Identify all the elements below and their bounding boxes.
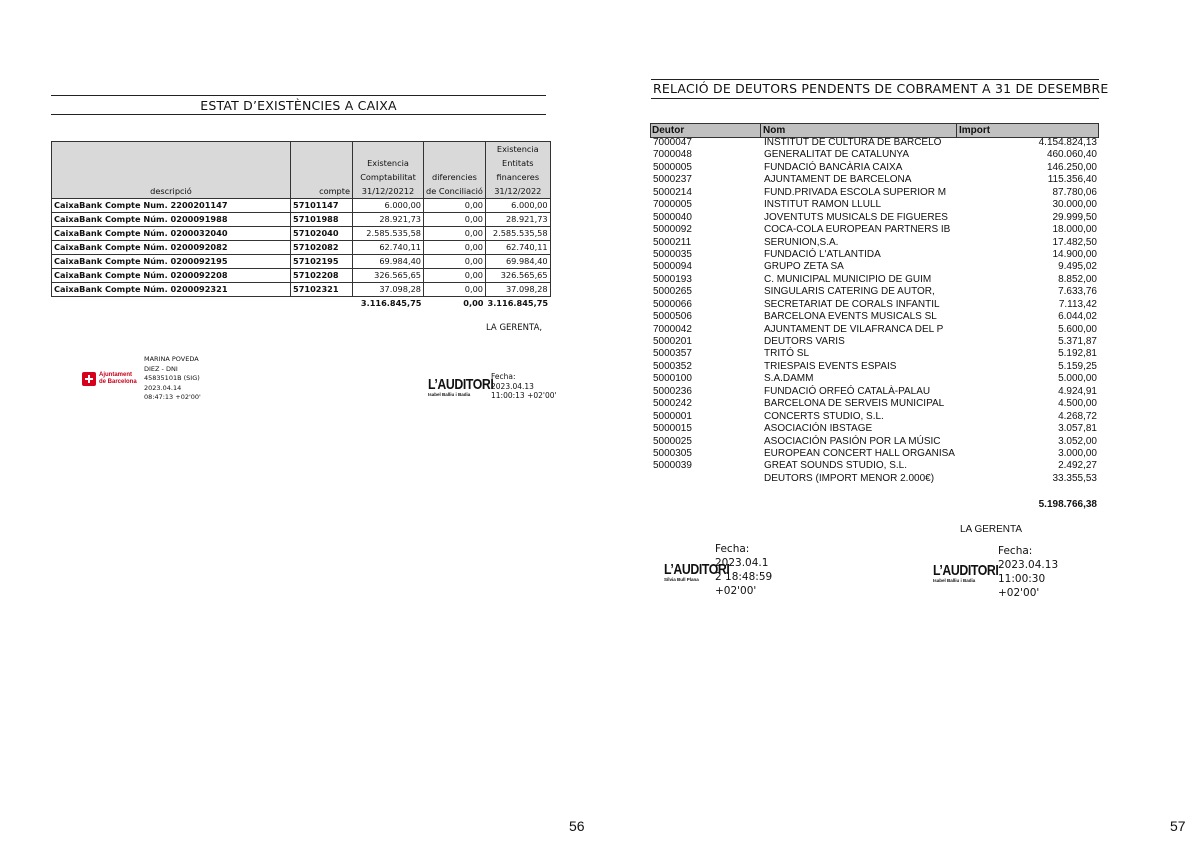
digital-signature-right: Fecha: 2023.04.13 11:00:30 +02'00' <box>998 545 1059 599</box>
table-row: 5000094 GRUPO ZETA SA 9.495,02 <box>653 261 1097 273</box>
ajuntament-emblem-icon <box>82 372 96 386</box>
table-row: 5000214 FUND.PRIVADA ESCOLA SUPERIOR M 87.780,06 <box>653 186 1097 198</box>
table-row: CaixaBank Compte Núm. 0200091988 57101988 28.921,73 0,00 28.921,73 <box>52 213 551 227</box>
table-row: 5000035 FUNDACIÓ L'ATLANTIDA 14.900,00 <box>653 248 1097 260</box>
table-row: CaixaBank Compte Núm. 0200092321 57102321 37.098,28 0,00 37.098,28 <box>52 283 551 297</box>
digital-signature-auditori: Fecha: 2023.04.13 11:00:13 +02'00' <box>491 372 557 400</box>
header-deutor: Deutor <box>652 124 761 137</box>
table-row: 5000357 TRITÓ SL 5.192,81 <box>653 348 1097 360</box>
table-row: DEUTORS (IMPORT MENOR 2.000€) 33.355,53 <box>764 472 1097 484</box>
table-row: 5000001 CONCERTS STUDIO, S.L. 4.268,72 <box>653 410 1097 422</box>
table-row: 5000092 COCA-COLA EUROPEAN PARTNERS IB 18.000,00 <box>653 224 1097 236</box>
page-title: RELACIÓ DE DEUTORS PENDENTS DE COBRAMENT A 31 DE DESEMBRE <box>653 81 1109 96</box>
debtors-table <box>653 137 1097 485</box>
title-rule-top <box>651 79 1099 80</box>
table-row: CaixaBank Compte Núm. 0200032040 57102040 2.585.535,58 0,00 2.585.535,58 <box>52 227 551 241</box>
page-number: 57 <box>1170 818 1186 834</box>
debtors-total: 5.198.766,38 <box>1038 499 1097 510</box>
header-descripcio: descripció <box>52 142 291 199</box>
page-title: ESTAT D’EXISTÈNCIES A CAIXA <box>200 98 397 113</box>
table-row: 5000040 JOVENTUTS MUSICALS DE FIGUERES 29.999,50 <box>653 211 1097 223</box>
header-nom: Nom <box>763 124 957 137</box>
table-row: 5000265 SINGULARIS CATERING DE AUTOR, 7.633,76 <box>653 286 1097 298</box>
total-comptabilitat: 3.116.845,75 <box>360 298 422 308</box>
table-row: 5000015 ASOCIACIÓN IBSTAGE 3.057,81 <box>653 423 1097 435</box>
total-diferencies: 0,00 <box>463 298 484 308</box>
table-row: 5000039 GREAT SOUNDS STUDIO, S.L. 2.492,27 <box>653 460 1097 472</box>
gerenta-label: LA GERENTA <box>960 524 1023 535</box>
table-row: 5000066 SECRETARIAT DE CORALS INFANTIL 7.113,42 <box>653 298 1097 310</box>
table-row: CaixaBank Compte Núm. 0200092208 57102208 326.565,65 0,00 326.565,65 <box>52 269 551 283</box>
table-row: 7000042 AJUNTAMENT DE VILAFRANCA DEL P 5.600,00 <box>653 323 1097 335</box>
cash-balance-table <box>51 141 551 310</box>
table-row: 5000193 C. MUNICIPAL MUNICIPIO DE GUIM 8.852,00 <box>653 273 1097 285</box>
title-rule-bottom <box>51 114 546 115</box>
table-header-row <box>52 142 551 199</box>
header-existencia-entitats: Existencia Entitats financeres 31/12/2022 <box>486 142 551 199</box>
auditori-logo: L’AUDITORI Isabel Balliu i Badia <box>933 562 999 583</box>
header-diferencies: diferencies de Conciliació <box>424 142 486 199</box>
table-row: 5000242 BARCELONA DE SERVEIS MUNICIPAL 4.500,00 <box>653 398 1097 410</box>
header-existencia-comptabilitat: Existencia Comptabilitat 31/12/20212 <box>353 142 424 199</box>
title-rule-top <box>51 95 546 96</box>
digital-signature-ajuntament: MARINA POVEDA DIEZ - DNI 45835101B (SIG) 2023.04.14 08:47:13 +02'00' <box>144 355 201 402</box>
table-row: 5000506 BARCELONA EVENTS MUSICALS SL 6.044,02 <box>653 311 1097 323</box>
totals-row <box>52 297 551 311</box>
header-import: Import <box>959 125 991 136</box>
table-row: CaixaBank Compte Num. 2200201147 57101147 6.000,00 0,00 6.000,00 <box>52 199 551 213</box>
page-number: 56 <box>569 818 585 834</box>
table-row: 5000352 TRIESPAIS EVENTS ESPAIS 5.159,25 <box>653 360 1097 372</box>
header-compte: compte <box>291 142 353 199</box>
table-row: 5000211 SERUNION,S.A. 17.482,50 <box>653 236 1097 248</box>
debtors-table-header <box>650 123 1099 138</box>
auditori-logo: L’AUDITORI Isabel Balliu i Badia <box>428 376 494 397</box>
table-row: 7000048 GENERALITAT DE CATALUNYA 460.060,40 <box>653 149 1097 161</box>
ajuntament-logo: Ajuntament de Barcelona <box>82 372 142 388</box>
table-row: 7000047 INSTITUT DE CULTURA DE BARCELO 4.154.824,13 <box>653 137 1097 148</box>
table-row: CaixaBank Compte Núm. 0200092195 57102195 69.984,40 0,00 69.984,40 <box>52 255 551 269</box>
table-row: 7000005 INSTITUT RAMON LLULL 30.000,00 <box>653 199 1097 211</box>
table-row: 5000005 FUNDACIÓ BANCÀRIA CAIXA 146.250,00 <box>653 161 1097 173</box>
table-row: 5000100 S.A.DAMM 5.000,00 <box>653 373 1097 385</box>
table-row: 5000305 EUROPEAN CONCERT HALL ORGANISA 3.000,00 <box>653 447 1097 459</box>
digital-signature-left: Fecha: 2023.04.1 2 18:48:59 +02'00' <box>715 543 773 597</box>
table-row: 5000236 FUNDACIÓ ORFEÓ CATALÀ-PALAU 4.924,91 <box>653 385 1097 397</box>
table-row: 5000201 DEUTORS VARIS 5.371,87 <box>653 336 1097 347</box>
title-rule-bottom <box>651 98 1099 99</box>
total-entitats: 3.116.845,75 <box>487 298 549 308</box>
table-row: 5000237 AJUNTAMENT DE BARCELONA 115.356,40 <box>653 174 1097 186</box>
gerenta-label: LA GERENTA, <box>486 323 543 333</box>
table-row: 5000025 ASOCIACIÓN PASIÓN POR LA MÚSIC 3.052,00 <box>653 435 1097 447</box>
table-row: CaixaBank Compte Núm. 0200092082 57102082 62.740,11 0,00 62.740,11 <box>52 241 551 255</box>
auditori-logo: L’AUDITORI Sílvia Bull Plana <box>664 561 730 582</box>
